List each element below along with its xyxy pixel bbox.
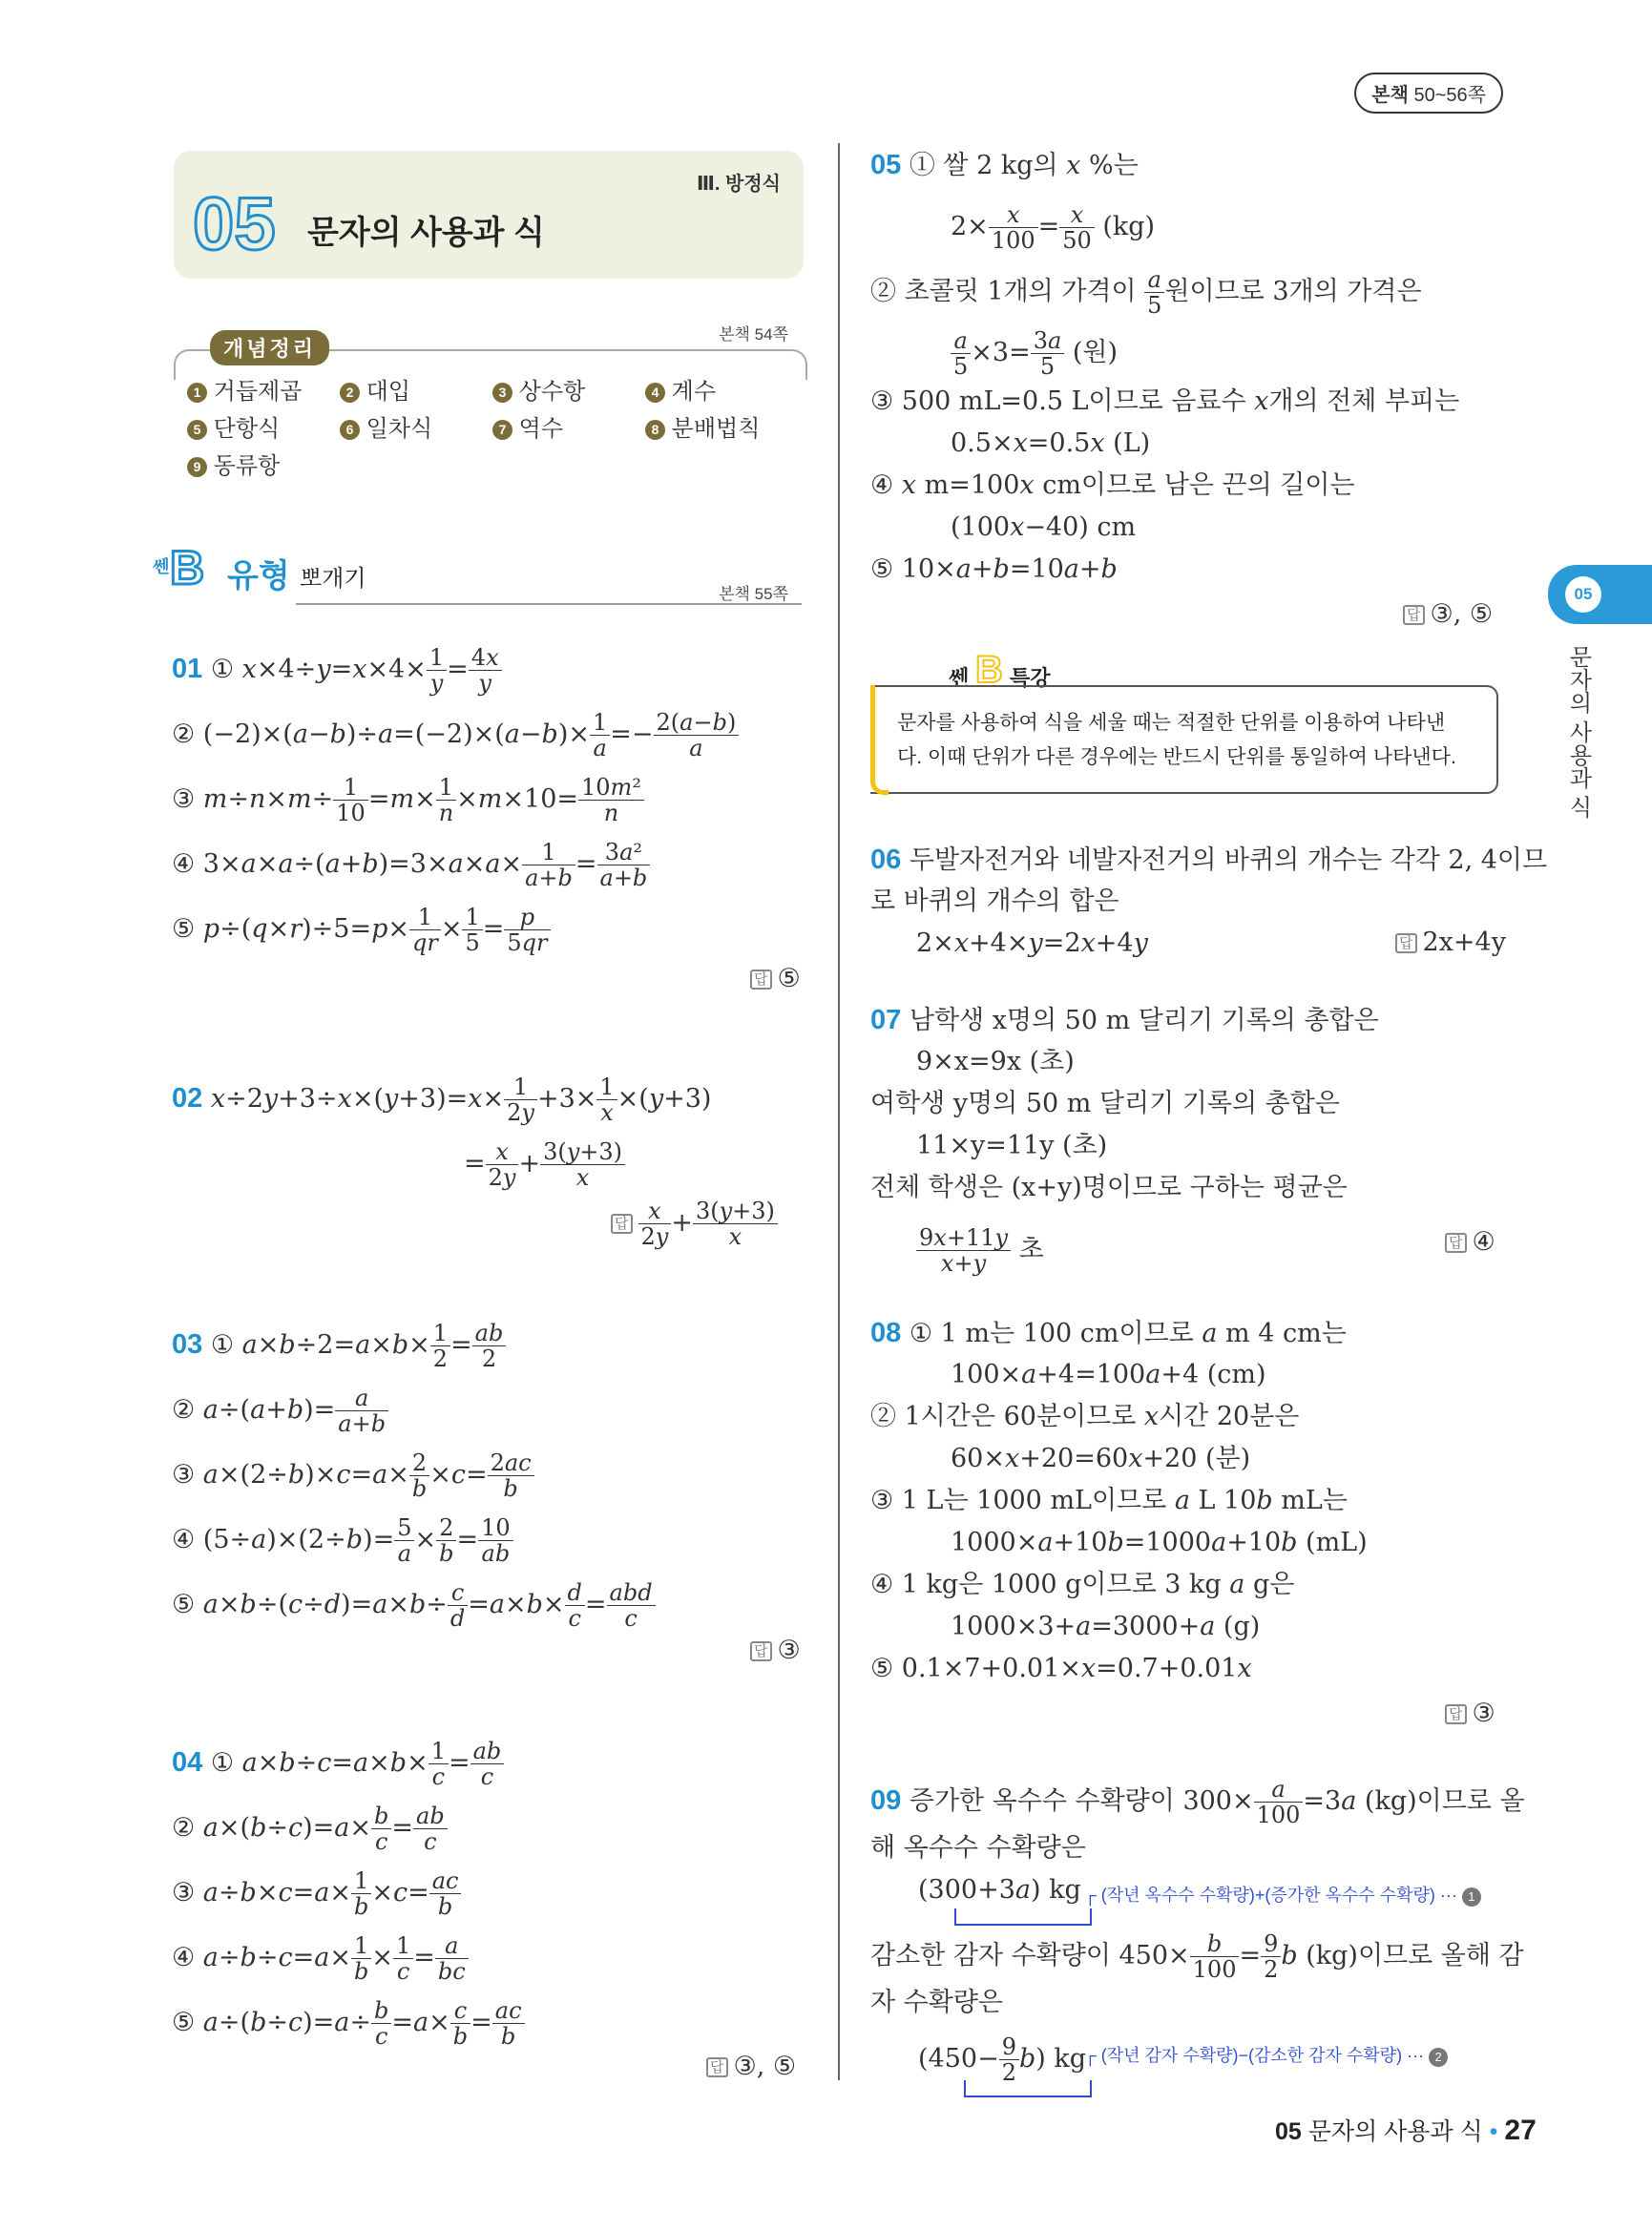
p02-line1: 02 x÷2y+3÷x×(y+3)=x× $\frac{1}{2y}$ +3× $\frac{1}{x}$ ×(y+3) (172, 1074, 712, 1126)
p06-number: 06 (870, 844, 902, 875)
tip-accent (870, 685, 889, 795)
concept-number-icon: 9 (187, 457, 207, 477)
p08-number: 08 (870, 1318, 902, 1348)
concept-text: 거듭제곱 (213, 379, 303, 405)
p09-guide2: ┌ (작년 감자 수확량)−(감소한 감자 수확량) ··· 2 (1084, 2042, 1448, 2067)
p01-line4: ④ 3×a×a÷(a+b)=3×a×a× $\frac{1}{a+b}$ = $\frac{\text{3a²}}{a+b}$ (172, 840, 650, 890)
p05-line2: 2× $\frac{x}{100}$ = $\frac{x}{50}$ (kg) (951, 201, 1156, 254)
p07-answer (1445, 1227, 1495, 1257)
p08-line6: 1000×a+10b=1000a+10b (mL) (951, 1528, 1368, 1557)
concept-item (340, 372, 492, 406)
concept-number-icon: 1 (187, 383, 207, 403)
concept-text: 동류항 (213, 453, 281, 479)
p07-text2: 9×x=9x (초) (916, 1047, 1075, 1076)
concept-number-icon: 7 (492, 420, 512, 440)
p08-line8: 1000×3+a=3000+a (g) (951, 1612, 1261, 1641)
title-box (174, 151, 804, 279)
chapter-title: 문자의 사용과 식 (307, 215, 545, 251)
p04-line4: ④ a÷b÷c=a× $\frac{1}{b}$ × $\frac{1}{c}$ = $\frac{a}{bc}$ (172, 1933, 469, 1984)
p09-line4: 감소한 감자 수확량이 450× $\frac{b}{100}$ = $\frac{9}{2}$ b (kg)이므로 올해 감 (870, 1930, 1524, 1983)
concept-list (187, 372, 807, 480)
p09-bracket1 (954, 1908, 1092, 1926)
tip-line2: 다. 이때 단위가 다른 경우에는 반드시 단위를 통일하여 나타낸다. (897, 746, 1456, 768)
concept-item (645, 409, 798, 443)
p04-answer (706, 2052, 796, 2081)
answer-icon: 답 (1403, 605, 1425, 625)
p09-text4: 자 수확량은 (870, 1988, 1003, 2017)
p08-answer (1445, 1699, 1495, 1728)
concept-number-icon: 6 (340, 420, 360, 440)
p08-line9: ⑤ 0.1×7+0.01×x=0.7+0.01x (870, 1654, 1252, 1683)
p04-line5: ⑤ a÷(b÷c)=a÷ $\frac{b}{c}$ =a× $\frac{c}{b}$ = $\frac{ac}{b}$ (172, 1998, 525, 2049)
p07-text3: 여학생 y명의 50 m 달리기 기록의 총합은 (870, 1089, 1340, 1118)
tip-b-logo: B (975, 649, 1003, 691)
tip-label: 특강 (1010, 666, 1051, 690)
p08-line3: ② 1시간은 60분이므로 x시간 20분은 (870, 1402, 1300, 1431)
p03-answer (750, 1636, 801, 1665)
side-tab-number: 05 (1565, 576, 1601, 613)
p01-line2: ② (−2)×(a−b)÷a=(−2)×(a−b)× $\frac{1}{a}$ =− $\frac{2(a-b)}{a}$ (172, 710, 739, 761)
concept-summary (174, 321, 804, 492)
p03-answer-text: ③ (777, 1636, 801, 1665)
concept-number-icon: 8 (645, 420, 665, 440)
p01-line1: 01 ① x×4÷y=x×4× $\frac{1}{y}$ = $\frac{4x}{y}$ (172, 645, 502, 696)
answer-icon: 답 (706, 2057, 728, 2077)
p01-answer (750, 964, 801, 993)
p02-line2: = $\frac{x}{2y}$ + $\frac{3(y+3)}{x}$ (464, 1139, 625, 1190)
p01-answer-text: ⑤ (777, 964, 801, 993)
unit-label: Ⅲ. 방정식 (697, 174, 781, 195)
p02-number: 02 (172, 1083, 203, 1114)
p07-line6: $\frac{9x+11y}{x+y}$ 초 (916, 1225, 1044, 1276)
p06-line1 (870, 844, 1547, 877)
p08-line4: 60×x+20=60x+20 (분) (951, 1444, 1251, 1473)
concept-item (340, 409, 492, 443)
page-number: 27 (1504, 2115, 1537, 2146)
p05-answer-text: ③, ⑤ (1430, 599, 1494, 629)
page-ref-range: 50~56쪽 (1413, 85, 1486, 106)
p09-guide1-text: (작년 옥수수 수확량)+(증가한 옥수수 수확량) (1100, 1886, 1435, 1905)
concept-text: 일차식 (366, 416, 433, 442)
p08-line1: 08 ① 1 m는 100 cm이므로 a m 4 cm는 (870, 1318, 1347, 1348)
p04-line2: ② a×(b÷c)=a× $\frac{b}{c}$ = $\frac{ab}{c}$ (172, 1804, 448, 1854)
p04-line3: ③ a÷b×c=a× $\frac{1}{b}$ ×c= $\frac{ac}{b}$ (172, 1868, 461, 1919)
concept-number-icon: 3 (492, 383, 512, 403)
p05-line5: ③ 500 mL=0.5 L이므로 음료수 x개의 전체 부피는 (870, 386, 1460, 416)
section-underline (296, 603, 802, 605)
answer-icon: 답 (750, 970, 772, 990)
footer (1275, 2113, 1537, 2147)
answer-icon: 답 (611, 1214, 633, 1234)
p03-line3: ③ a×(2÷b)×c=a× $\frac{2}{b}$ ×c= $\frac{2ac}{b}$ (172, 1450, 534, 1501)
p05-answer (1403, 599, 1493, 629)
concept-number-icon: 4 (645, 383, 665, 403)
p04-answer-text: ③, ⑤ (733, 2052, 797, 2081)
p07-number: 07 (870, 1005, 902, 1035)
section-ref: 본책 55쪽 (719, 585, 788, 603)
section-header (153, 540, 804, 607)
p09-text3a: 감소한 감자 수확량이 (870, 1941, 1111, 1970)
answer-icon: 답 (1445, 1233, 1467, 1253)
step2-icon: 2 (1429, 2048, 1448, 2067)
p04-line1: 04 ① a×b÷c=a×b× $\frac{1}{c}$ = $\frac{ab}{c}$ (172, 1739, 504, 1789)
p01-line5: ⑤ p÷(q×r)÷5=p× $\frac{1}{qr}$ × $\frac{1}{5}$ = $\frac{p}{5qr}$ (172, 905, 551, 955)
p08-line5: ③ 1 L는 1000 mL이므로 a L 10b mL는 (870, 1486, 1348, 1515)
p03-line1: 03 ① a×b÷2=a×b× $\frac{1}{2}$ = $\frac{ab}{2}$ (172, 1321, 506, 1371)
p09-line5: (450− $\frac{9}{2}$ b) kg (918, 2033, 1087, 2086)
footer-dot: • (1489, 2118, 1498, 2145)
p03-line5: ⑤ a×b÷(c÷d)=a×b÷ $\frac{c}{d}$ =a×b× $\frac{d}{c}$ = $\frac{\text{abd}}{c}$ (172, 1580, 656, 1631)
p06-text1: 두발자전거와 네발자전거의 바퀴의 개수는 각각 2, 4이므 (909, 845, 1548, 875)
page-ref-bold: 본책 (1371, 85, 1409, 106)
p07-line1 (870, 1004, 1379, 1037)
side-tab (1548, 565, 1652, 624)
answer-icon: 답 (1445, 1704, 1467, 1724)
p09-line1: 09 증가한 옥수수 수확량이 300× $\frac{a}{100}$ =3a (kg)이므로 올 (870, 1776, 1525, 1828)
p03-number: 03 (172, 1329, 203, 1360)
answer-icon: 답 (750, 1641, 772, 1661)
p07-text1: 남학생 x명의 50 m 달리기 기록의 총합은 (909, 1006, 1379, 1035)
p05-line7: ④ x m=100x cm이므로 남은 끈의 길이는 (870, 470, 1355, 500)
concept-text: 상수항 (518, 379, 586, 405)
p05-number: 05 (870, 150, 902, 180)
p09-text1a: 증가한 옥수수 수확량이 (909, 1786, 1175, 1816)
p06-answer (1395, 928, 1506, 957)
p09-number: 09 (870, 1785, 902, 1816)
concept-item (187, 447, 340, 480)
tip-line1: 문자를 사용하여 식을 세울 때는 적절한 단위를 이용하여 나타낸 (897, 712, 1446, 734)
column-divider (838, 143, 840, 2080)
p09-bracket2 (964, 2080, 1092, 2097)
p09-line3: (300+3a) kg (918, 1875, 1081, 1905)
p09-text3b: 이므로 올해 감 (1357, 1941, 1524, 1970)
footer-title: 문자의 사용과 식 (1307, 2118, 1483, 2145)
p09-guide2-text: (작년 감자 수확량)−(감소한 감자 수확량) (1100, 2046, 1403, 2065)
ssen-label: 쎈 (153, 557, 170, 576)
concept-item (492, 409, 645, 443)
p08-line2: 100×a+4=100a+4 (cm) (951, 1360, 1266, 1389)
p07-unit: 초 (1018, 1235, 1044, 1264)
concept-text: 단항식 (213, 416, 281, 442)
p07-answer-text: ④ (1472, 1227, 1495, 1257)
p05-line3: ② 초콜릿 1개의 가격이 $\frac{a}{5}$ 원이므로 3개의 가격은 (870, 266, 1422, 319)
side-tab-title: 문자의 사용과 식 (1565, 645, 1591, 819)
p03-line4: ④ (5÷a)×(2÷b)= $\frac{5}{a}$ × $\frac{2}{b}$ = $\frac{10}{ab}$ (172, 1515, 513, 1566)
concept-item (187, 409, 340, 443)
footer-chapter: 05 (1275, 2118, 1302, 2145)
concept-text: 분배법칙 (671, 416, 761, 442)
answer-icon: 답 (1395, 933, 1417, 953)
p05-line8: (100x−40) cm (951, 512, 1137, 542)
concept-number-icon: 2 (340, 383, 360, 403)
p08-answer-text: ③ (1472, 1699, 1495, 1728)
p05-line4: $\frac{a}{5}$ ×3= $\frac{3a}{5}$ (원) (951, 328, 1118, 379)
p05-line1: 05 ① 쌀 2 kg의 x %는 (870, 150, 1139, 180)
concept-number-icon: 5 (187, 420, 207, 440)
tip-text (897, 706, 1456, 775)
p01-line3: ③ m÷n×m÷ $\frac{1}{10}$ =m× $\frac{1}{n}$ ×m×10= $\frac{\text{10m²}}{n}$ (172, 775, 644, 825)
concept-item (187, 372, 340, 406)
p06-text2: 로 바퀴의 개수의 합은 (870, 886, 1119, 916)
p01-number: 01 (172, 654, 203, 684)
chapter-number: 05 (193, 181, 276, 265)
p05-line9: ⑤ 10×a+b=10a+b (870, 554, 1118, 584)
p07-text4: 11×y=11y (초) (916, 1131, 1108, 1160)
concept-text: 대입 (366, 379, 411, 405)
p02-answer: 답 $\frac{x}{2y}$ + $\frac{3(y+3)}{x}$ (611, 1199, 778, 1249)
type-suffix: 뽀개기 (300, 566, 366, 592)
tip-box (870, 649, 1500, 802)
p07-text5: 전체 학생은 (x+y)명이므로 구하는 평균은 (870, 1173, 1348, 1202)
type-label: 유형 (227, 558, 290, 594)
p09-guide1: ┌ (작년 옥수수 수확량)+(증가한 옥수수 수확량) ··· 1 (1084, 1882, 1481, 1907)
p08-line7: ④ 1 kg은 1000 g이므로 3 kg a g은 (870, 1570, 1295, 1599)
page-ref-badge (1354, 73, 1503, 114)
p06-answer-text: 2x+4y (1422, 928, 1506, 957)
concept-ref: 본책 54쪽 (719, 325, 788, 344)
p09-text1b: 이므로 올 (1416, 1786, 1525, 1816)
p09-text2: 해 옥수수 수확량은 (870, 1833, 1086, 1863)
concept-item (645, 372, 798, 406)
concept-item (492, 372, 645, 406)
p04-number: 04 (172, 1747, 203, 1778)
concept-label: 개념정리 (210, 330, 329, 365)
ssen-b-logo: B (170, 541, 205, 594)
tip-ssen: 쎈 (949, 666, 970, 690)
p05-line6: 0.5×x=0.5x (L) (951, 428, 1151, 458)
p06-line3: 2×x+4×y=2x+4y (916, 928, 1148, 958)
concept-text: 계수 (671, 379, 717, 405)
p03-line2: ② a÷(a+b)= $\frac{a}{a+b}$ (172, 1386, 388, 1436)
concept-text: 역수 (518, 416, 564, 442)
step1-icon: 1 (1462, 1887, 1481, 1907)
